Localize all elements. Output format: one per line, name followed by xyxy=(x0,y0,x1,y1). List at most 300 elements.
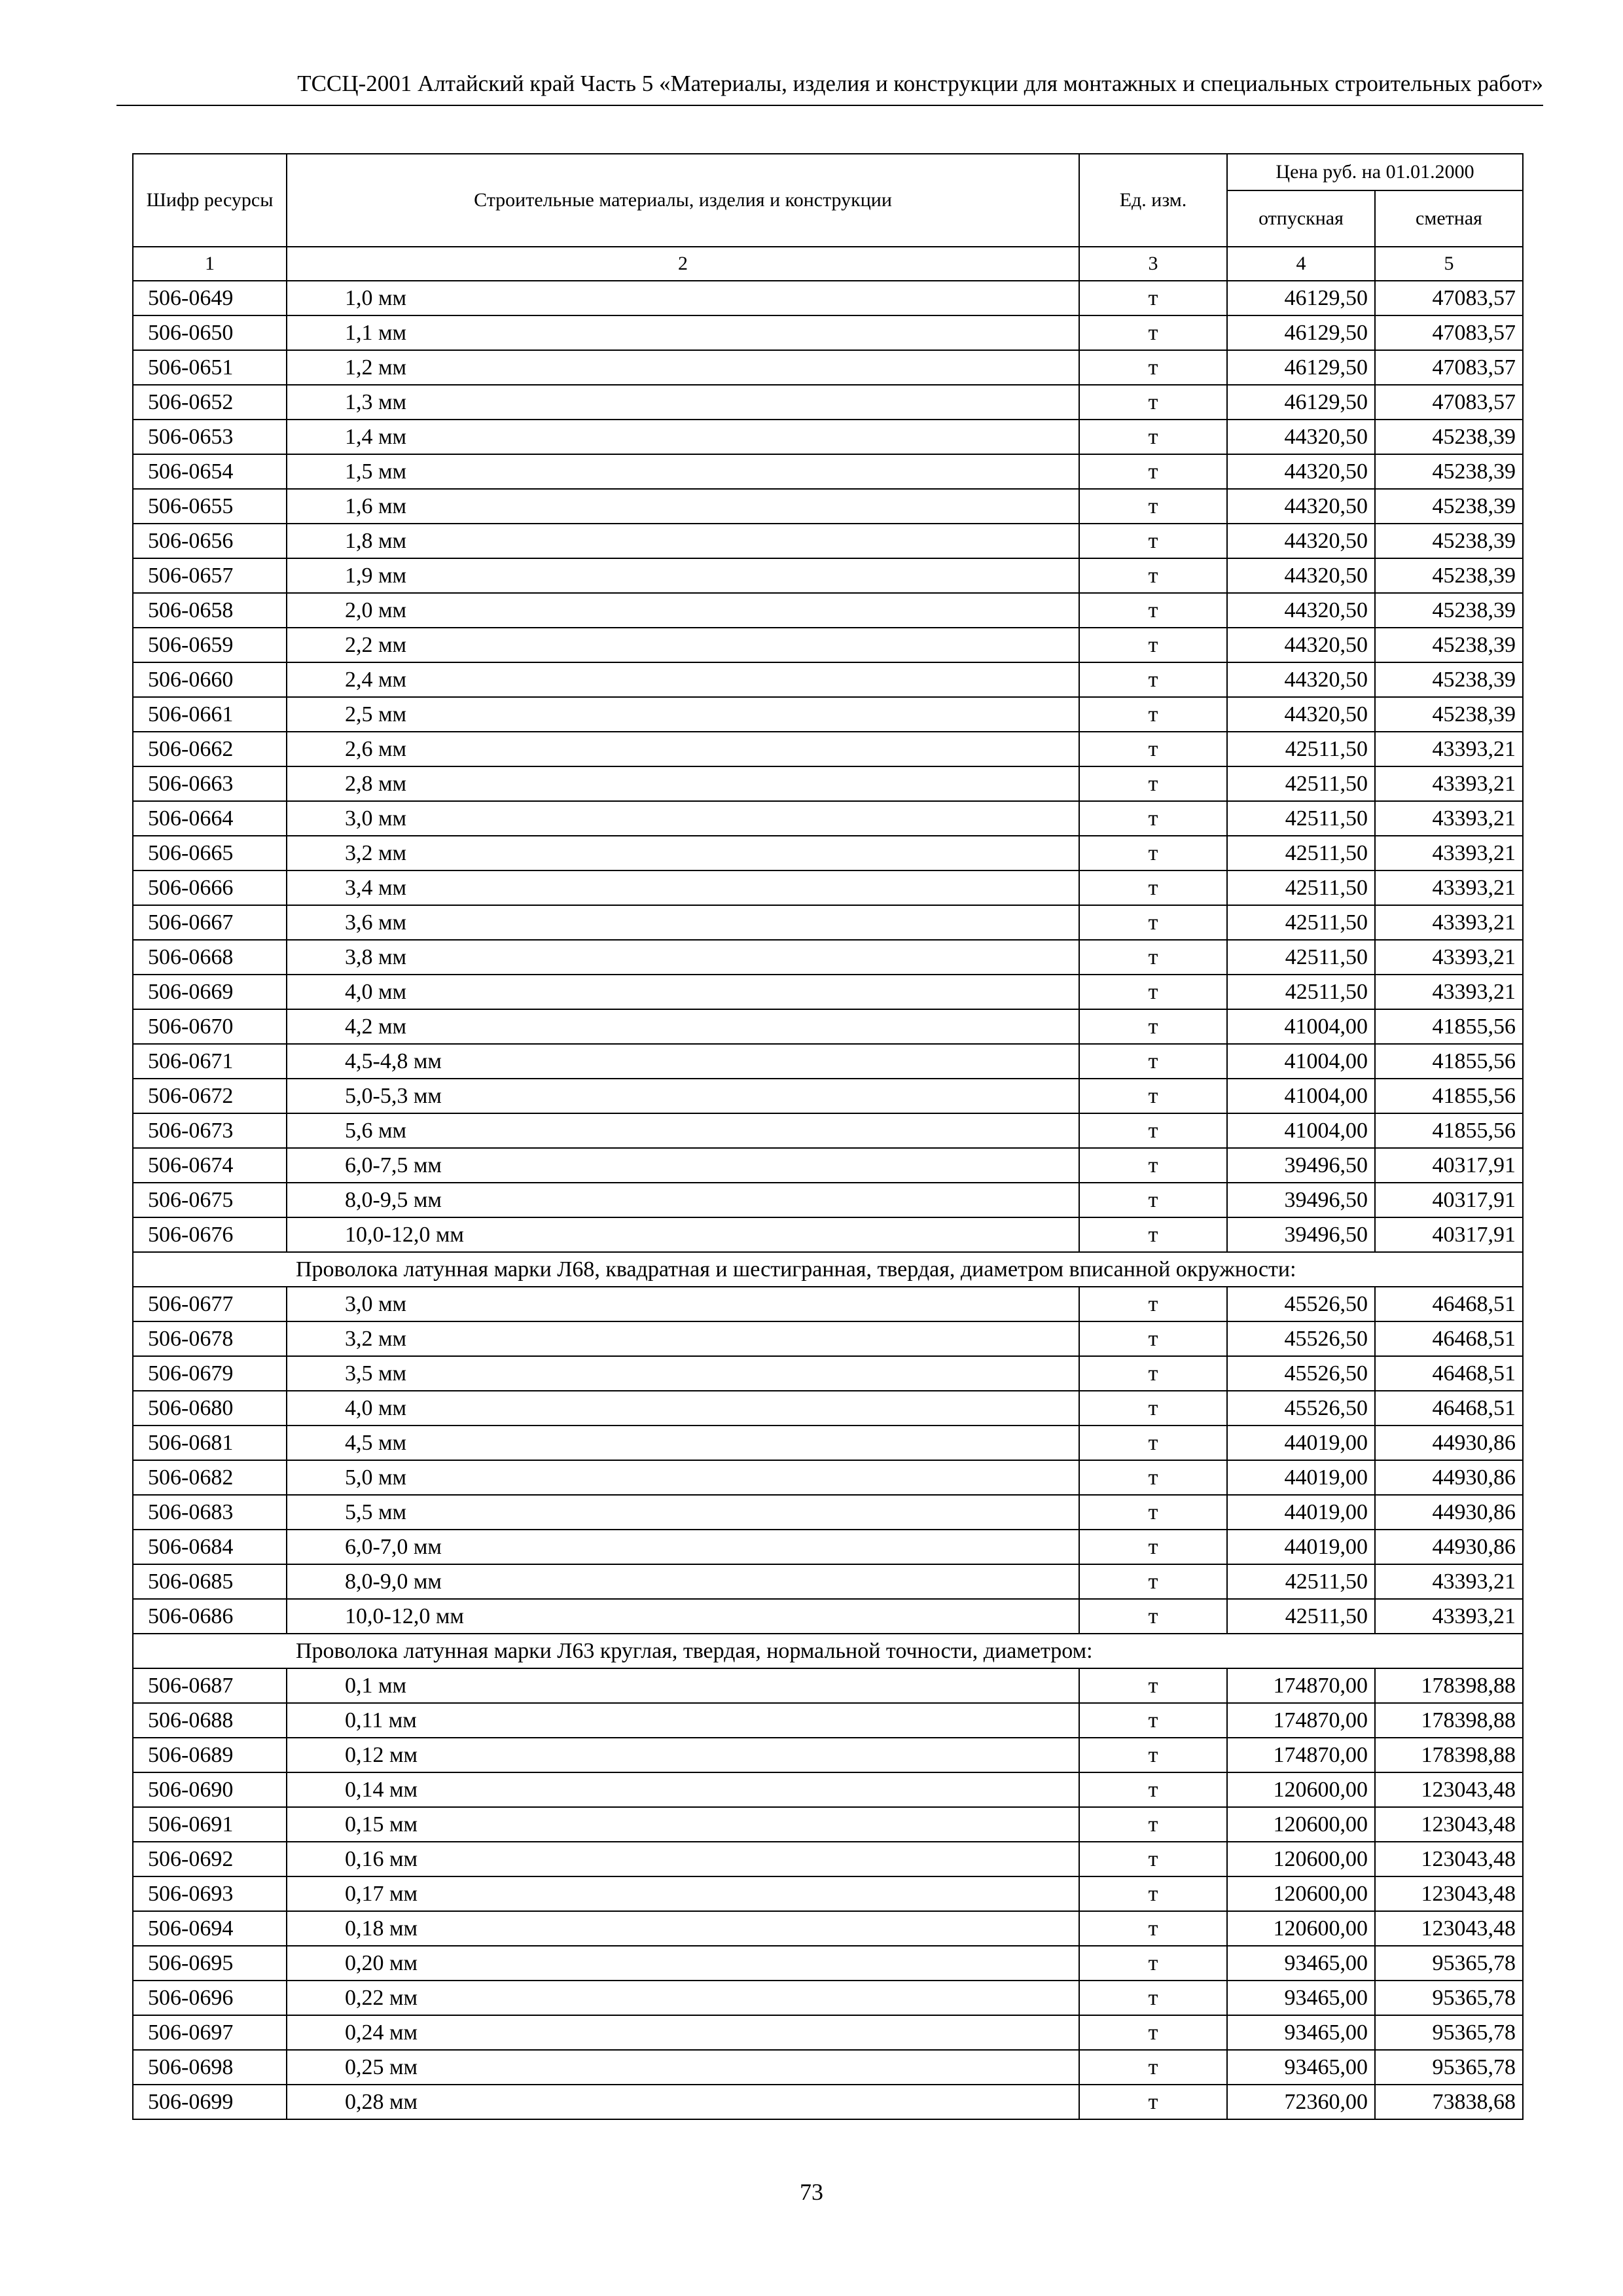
release-price: 42511,50 xyxy=(1227,1564,1375,1599)
resource-code: 506-0677 xyxy=(133,1287,287,1321)
release-price: 44019,00 xyxy=(1227,1495,1375,1530)
unit-cell: т xyxy=(1079,1564,1227,1599)
estimate-price: 123043,48 xyxy=(1375,1876,1523,1911)
resource-code: 506-0653 xyxy=(133,420,287,454)
estimate-price: 44930,86 xyxy=(1375,1460,1523,1495)
resource-code: 506-0694 xyxy=(133,1911,287,1946)
release-price: 42511,50 xyxy=(1227,1599,1375,1634)
material-name: 2,2 мм xyxy=(287,628,1079,662)
table-row xyxy=(133,524,1523,558)
release-price: 41004,00 xyxy=(1227,1044,1375,1079)
material-name: 3,2 мм xyxy=(287,1321,1079,1356)
header-rule xyxy=(116,105,1543,106)
material-name: 3,6 мм xyxy=(287,905,1079,940)
material-name: 0,24 мм xyxy=(287,2015,1079,2050)
material-name: 1,4 мм xyxy=(287,420,1079,454)
unit-cell: т xyxy=(1079,1321,1227,1356)
table-row xyxy=(133,1148,1523,1183)
material-name: 0,17 мм xyxy=(287,1876,1079,1911)
table-row xyxy=(133,1287,1523,1321)
table-row xyxy=(133,1703,1523,1738)
table-row xyxy=(133,1564,1523,1599)
material-name: 1,0 мм xyxy=(287,281,1079,315)
material-name: 6,0-7,0 мм xyxy=(287,1530,1079,1564)
table-row xyxy=(133,905,1523,940)
table-row xyxy=(133,801,1523,836)
material-name: 1,1 мм xyxy=(287,315,1079,350)
material-name: 1,9 мм xyxy=(287,558,1079,593)
table-row xyxy=(133,1946,1523,1981)
estimate-price: 43393,21 xyxy=(1375,1564,1523,1599)
resource-code: 506-0663 xyxy=(133,766,287,801)
material-name: 3,0 мм xyxy=(287,801,1079,836)
table-row xyxy=(133,732,1523,766)
resource-code: 506-0659 xyxy=(133,628,287,662)
estimate-price: 47083,57 xyxy=(1375,350,1523,385)
unit-cell: т xyxy=(1079,593,1227,628)
estimate-price: 95365,78 xyxy=(1375,2015,1523,2050)
material-name: 2,8 мм xyxy=(287,766,1079,801)
unit-cell: т xyxy=(1079,1391,1227,1426)
resource-code: 506-0661 xyxy=(133,697,287,732)
material-name: 0,20 мм xyxy=(287,1946,1079,1981)
section-heading: Проволока латунная марки Л63 круглая, твердая, нормальной точности, диаметром: xyxy=(133,1634,1523,1668)
material-name: 0,25 мм xyxy=(287,2050,1079,2085)
table-row xyxy=(133,1668,1523,1703)
material-name: 0,11 мм xyxy=(287,1703,1079,1738)
estimate-price: 43393,21 xyxy=(1375,766,1523,801)
estimate-price: 45238,39 xyxy=(1375,558,1523,593)
resource-code: 506-0697 xyxy=(133,2015,287,2050)
release-price: 44320,50 xyxy=(1227,697,1375,732)
unit-cell: т xyxy=(1079,1738,1227,1772)
release-price: 46129,50 xyxy=(1227,350,1375,385)
material-name: 5,5 мм xyxy=(287,1495,1079,1530)
release-price: 44320,50 xyxy=(1227,558,1375,593)
unit-cell: т xyxy=(1079,1599,1227,1634)
estimate-price: 40317,91 xyxy=(1375,1183,1523,1217)
resource-code: 506-0656 xyxy=(133,524,287,558)
material-name: 1,5 мм xyxy=(287,454,1079,489)
column-number: 2 xyxy=(287,247,1079,281)
resource-code: 506-0680 xyxy=(133,1391,287,1426)
estimate-price: 123043,48 xyxy=(1375,1911,1523,1946)
estimate-price: 45238,39 xyxy=(1375,454,1523,489)
table-row xyxy=(133,1842,1523,1876)
release-price: 93465,00 xyxy=(1227,1981,1375,2015)
release-price: 39496,50 xyxy=(1227,1183,1375,1217)
unit-cell: т xyxy=(1079,1530,1227,1564)
unit-cell: т xyxy=(1079,385,1227,420)
table-row xyxy=(133,1738,1523,1772)
unit-cell: т xyxy=(1079,1460,1227,1495)
resource-code: 506-0683 xyxy=(133,1495,287,1530)
material-name: 0,22 мм xyxy=(287,1981,1079,2015)
column-number: 1 xyxy=(133,247,287,281)
release-price: 44320,50 xyxy=(1227,628,1375,662)
release-price: 44320,50 xyxy=(1227,662,1375,697)
unit-cell: т xyxy=(1079,420,1227,454)
unit-cell: т xyxy=(1079,766,1227,801)
table-row xyxy=(133,2050,1523,2085)
resource-code: 506-0679 xyxy=(133,1356,287,1391)
unit-cell: т xyxy=(1079,905,1227,940)
unit-cell: т xyxy=(1079,1009,1227,1044)
release-price: 39496,50 xyxy=(1227,1148,1375,1183)
table-row xyxy=(133,1460,1523,1495)
unit-cell: т xyxy=(1079,454,1227,489)
table-row xyxy=(133,558,1523,593)
resource-code: 506-0658 xyxy=(133,593,287,628)
release-price: 120600,00 xyxy=(1227,1807,1375,1842)
table-row xyxy=(133,662,1523,697)
release-price: 42511,50 xyxy=(1227,801,1375,836)
resource-code: 506-0685 xyxy=(133,1564,287,1599)
material-name: 4,5-4,8 мм xyxy=(287,1044,1079,1079)
release-price: 44320,50 xyxy=(1227,454,1375,489)
estimate-price: 47083,57 xyxy=(1375,385,1523,420)
material-name: 0,14 мм xyxy=(287,1772,1079,1807)
material-name: 6,0-7,5 мм xyxy=(287,1148,1079,1183)
table-row xyxy=(133,385,1523,420)
material-name: 5,0-5,3 мм xyxy=(287,1079,1079,1113)
unit-cell: т xyxy=(1079,697,1227,732)
material-name: 3,0 мм xyxy=(287,1287,1079,1321)
table-row xyxy=(133,628,1523,662)
table-row xyxy=(133,350,1523,385)
resource-code: 506-0657 xyxy=(133,558,287,593)
resource-code: 506-0650 xyxy=(133,315,287,350)
resource-code: 506-0676 xyxy=(133,1217,287,1252)
table-row xyxy=(133,1009,1523,1044)
estimate-price: 178398,88 xyxy=(1375,1738,1523,1772)
material-name: 2,0 мм xyxy=(287,593,1079,628)
table-body xyxy=(133,281,1523,2119)
table-row xyxy=(133,940,1523,975)
release-price: 44320,50 xyxy=(1227,593,1375,628)
table-row xyxy=(133,975,1523,1009)
unit-cell: т xyxy=(1079,801,1227,836)
table-row xyxy=(133,1183,1523,1217)
unit-cell: т xyxy=(1079,732,1227,766)
unit-cell: т xyxy=(1079,1981,1227,2015)
unit-cell: т xyxy=(1079,2085,1227,2119)
table-row xyxy=(133,2015,1523,2050)
estimate-price: 43393,21 xyxy=(1375,940,1523,975)
header-name: Строительные материалы, изделия и конструкции xyxy=(287,154,1079,247)
material-name: 5,0 мм xyxy=(287,1460,1079,1495)
section-heading: Проволока латунная марки Л68, квадратная и шестигранная, твердая, диаметром вписанной окружности: xyxy=(133,1252,1523,1287)
estimate-price: 41855,56 xyxy=(1375,1009,1523,1044)
estimate-price: 123043,48 xyxy=(1375,1842,1523,1876)
table-row xyxy=(133,593,1523,628)
table-row xyxy=(133,1530,1523,1564)
table-row xyxy=(133,870,1523,905)
resource-code: 506-0672 xyxy=(133,1079,287,1113)
table-row xyxy=(133,420,1523,454)
unit-cell: т xyxy=(1079,2015,1227,2050)
table-row xyxy=(133,489,1523,524)
unit-cell: т xyxy=(1079,1426,1227,1460)
table-row xyxy=(133,1356,1523,1391)
material-name: 3,2 мм xyxy=(287,836,1079,870)
unit-cell: т xyxy=(1079,1217,1227,1252)
material-name: 3,8 мм xyxy=(287,940,1079,975)
material-name: 2,5 мм xyxy=(287,697,1079,732)
release-price: 42511,50 xyxy=(1227,870,1375,905)
estimate-price: 43393,21 xyxy=(1375,801,1523,836)
release-price: 44320,50 xyxy=(1227,489,1375,524)
table-row xyxy=(133,1217,1523,1252)
table-row xyxy=(133,1079,1523,1113)
estimate-price: 47083,57 xyxy=(1375,281,1523,315)
estimate-price: 178398,88 xyxy=(1375,1668,1523,1703)
estimate-price: 45238,39 xyxy=(1375,697,1523,732)
resource-code: 506-0654 xyxy=(133,454,287,489)
resource-code: 506-0689 xyxy=(133,1738,287,1772)
unit-cell: т xyxy=(1079,1113,1227,1148)
estimate-price: 45238,39 xyxy=(1375,420,1523,454)
release-price: 45526,50 xyxy=(1227,1321,1375,1356)
release-price: 39496,50 xyxy=(1227,1217,1375,1252)
resource-code: 506-0686 xyxy=(133,1599,287,1634)
table-row xyxy=(133,697,1523,732)
table-row xyxy=(133,315,1523,350)
resource-code: 506-0649 xyxy=(133,281,287,315)
release-price: 44320,50 xyxy=(1227,420,1375,454)
unit-cell: т xyxy=(1079,1356,1227,1391)
section-heading-row xyxy=(133,1634,1523,1668)
table-row xyxy=(133,1321,1523,1356)
estimate-price: 46468,51 xyxy=(1375,1391,1523,1426)
estimate-price: 123043,48 xyxy=(1375,1807,1523,1842)
unit-cell: т xyxy=(1079,975,1227,1009)
release-price: 44019,00 xyxy=(1227,1460,1375,1495)
estimate-price: 45238,39 xyxy=(1375,593,1523,628)
resource-code: 506-0692 xyxy=(133,1842,287,1876)
table-row xyxy=(133,1113,1523,1148)
release-price: 42511,50 xyxy=(1227,975,1375,1009)
unit-cell: т xyxy=(1079,1183,1227,1217)
estimate-price: 47083,57 xyxy=(1375,315,1523,350)
unit-cell: т xyxy=(1079,524,1227,558)
release-price: 120600,00 xyxy=(1227,1911,1375,1946)
material-name: 2,4 мм xyxy=(287,662,1079,697)
material-name: 0,15 мм xyxy=(287,1807,1079,1842)
material-name: 10,0-12,0 мм xyxy=(287,1217,1079,1252)
estimate-price: 44930,86 xyxy=(1375,1426,1523,1460)
price-table xyxy=(132,153,1524,2120)
table-row xyxy=(133,281,1523,315)
resource-code: 506-0667 xyxy=(133,905,287,940)
material-name: 0,12 мм xyxy=(287,1738,1079,1772)
material-name: 8,0-9,5 мм xyxy=(287,1183,1079,1217)
release-price: 72360,00 xyxy=(1227,2085,1375,2119)
resource-code: 506-0687 xyxy=(133,1668,287,1703)
release-price: 93465,00 xyxy=(1227,2050,1375,2085)
unit-cell: т xyxy=(1079,1807,1227,1842)
resource-code: 506-0678 xyxy=(133,1321,287,1356)
material-name: 1,2 мм xyxy=(287,350,1079,385)
unit-cell: т xyxy=(1079,662,1227,697)
table-row xyxy=(133,1772,1523,1807)
table-row xyxy=(133,1495,1523,1530)
release-price: 120600,00 xyxy=(1227,1772,1375,1807)
estimate-price: 46468,51 xyxy=(1375,1287,1523,1321)
table-row xyxy=(133,1981,1523,2015)
unit-cell: т xyxy=(1079,489,1227,524)
estimate-price: 43393,21 xyxy=(1375,732,1523,766)
unit-cell: т xyxy=(1079,1668,1227,1703)
resource-code: 506-0673 xyxy=(133,1113,287,1148)
resource-code: 506-0675 xyxy=(133,1183,287,1217)
estimate-price: 95365,78 xyxy=(1375,1981,1523,2015)
unit-cell: т xyxy=(1079,315,1227,350)
estimate-price: 46468,51 xyxy=(1375,1356,1523,1391)
unit-cell: т xyxy=(1079,1079,1227,1113)
release-price: 44019,00 xyxy=(1227,1426,1375,1460)
unit-cell: т xyxy=(1079,870,1227,905)
estimate-price: 44930,86 xyxy=(1375,1530,1523,1564)
resource-code: 506-0696 xyxy=(133,1981,287,2015)
material-name: 4,5 мм xyxy=(287,1426,1079,1460)
unit-cell: т xyxy=(1079,628,1227,662)
material-name: 4,2 мм xyxy=(287,1009,1079,1044)
material-name: 0,16 мм xyxy=(287,1842,1079,1876)
material-name: 5,6 мм xyxy=(287,1113,1079,1148)
table-row xyxy=(133,766,1523,801)
resource-code: 506-0693 xyxy=(133,1876,287,1911)
column-number: 5 xyxy=(1375,247,1523,281)
resource-code: 506-0655 xyxy=(133,489,287,524)
material-name: 3,4 мм xyxy=(287,870,1079,905)
estimate-price: 45238,39 xyxy=(1375,628,1523,662)
release-price: 174870,00 xyxy=(1227,1668,1375,1703)
unit-cell: т xyxy=(1079,940,1227,975)
unit-cell: т xyxy=(1079,1842,1227,1876)
unit-cell: т xyxy=(1079,1148,1227,1183)
table-row xyxy=(133,1426,1523,1460)
release-price: 120600,00 xyxy=(1227,1876,1375,1911)
estimate-price: 43393,21 xyxy=(1375,836,1523,870)
resource-code: 506-0684 xyxy=(133,1530,287,1564)
unit-cell: т xyxy=(1079,1287,1227,1321)
resource-code: 506-0691 xyxy=(133,1807,287,1842)
resource-code: 506-0668 xyxy=(133,940,287,975)
release-price: 93465,00 xyxy=(1227,2015,1375,2050)
release-price: 44320,50 xyxy=(1227,524,1375,558)
resource-code: 506-0690 xyxy=(133,1772,287,1807)
resource-code: 506-0666 xyxy=(133,870,287,905)
estimate-price: 40317,91 xyxy=(1375,1148,1523,1183)
release-price: 46129,50 xyxy=(1227,281,1375,315)
material-name: 4,0 мм xyxy=(287,975,1079,1009)
material-name: 2,6 мм xyxy=(287,732,1079,766)
material-name: 0,28 мм xyxy=(287,2085,1079,2119)
estimate-price: 123043,48 xyxy=(1375,1772,1523,1807)
estimate-price: 43393,21 xyxy=(1375,905,1523,940)
estimate-price: 41855,56 xyxy=(1375,1044,1523,1079)
resource-code: 506-0660 xyxy=(133,662,287,697)
estimate-price: 41855,56 xyxy=(1375,1113,1523,1148)
estimate-price: 41855,56 xyxy=(1375,1079,1523,1113)
material-name: 1,6 мм xyxy=(287,489,1079,524)
release-price: 42511,50 xyxy=(1227,732,1375,766)
unit-cell: т xyxy=(1079,1876,1227,1911)
resource-code: 506-0670 xyxy=(133,1009,287,1044)
release-price: 41004,00 xyxy=(1227,1009,1375,1044)
estimate-price: 40317,91 xyxy=(1375,1217,1523,1252)
column-number: 4 xyxy=(1227,247,1375,281)
estimate-price: 46468,51 xyxy=(1375,1321,1523,1356)
release-price: 45526,50 xyxy=(1227,1391,1375,1426)
unit-cell: т xyxy=(1079,558,1227,593)
release-price: 44019,00 xyxy=(1227,1530,1375,1564)
estimate-price: 44930,86 xyxy=(1375,1495,1523,1530)
release-price: 120600,00 xyxy=(1227,1842,1375,1876)
resource-code: 506-0662 xyxy=(133,732,287,766)
unit-cell: т xyxy=(1079,1703,1227,1738)
column-number: 3 xyxy=(1079,247,1227,281)
estimate-price: 45238,39 xyxy=(1375,489,1523,524)
resource-code: 506-0698 xyxy=(133,2050,287,2085)
material-name: 0,1 мм xyxy=(287,1668,1079,1703)
resource-code: 506-0665 xyxy=(133,836,287,870)
table-row xyxy=(133,1599,1523,1634)
resource-code: 506-0664 xyxy=(133,801,287,836)
material-name: 1,8 мм xyxy=(287,524,1079,558)
resource-code: 506-0699 xyxy=(133,2085,287,2119)
table-row xyxy=(133,1807,1523,1842)
material-name: 10,0-12,0 мм xyxy=(287,1599,1079,1634)
estimate-price: 95365,78 xyxy=(1375,2050,1523,2085)
unit-cell: т xyxy=(1079,281,1227,315)
resource-code: 506-0652 xyxy=(133,385,287,420)
material-name: 4,0 мм xyxy=(287,1391,1079,1426)
unit-cell: т xyxy=(1079,1772,1227,1807)
estimate-price: 43393,21 xyxy=(1375,975,1523,1009)
resource-code: 506-0674 xyxy=(133,1148,287,1183)
estimate-price: 95365,78 xyxy=(1375,1946,1523,1981)
release-price: 46129,50 xyxy=(1227,385,1375,420)
table-row xyxy=(133,2085,1523,2119)
unit-cell: т xyxy=(1079,1044,1227,1079)
release-price: 45526,50 xyxy=(1227,1356,1375,1391)
release-price: 41004,00 xyxy=(1227,1079,1375,1113)
resource-code: 506-0681 xyxy=(133,1426,287,1460)
material-name: 8,0-9,0 мм xyxy=(287,1564,1079,1599)
header-unit: Ед. изм. xyxy=(1079,154,1227,247)
release-price: 174870,00 xyxy=(1227,1738,1375,1772)
release-price: 46129,50 xyxy=(1227,315,1375,350)
resource-code: 506-0671 xyxy=(133,1044,287,1079)
resource-code: 506-0669 xyxy=(133,975,287,1009)
estimate-price: 45238,39 xyxy=(1375,662,1523,697)
header-price-group: Цена руб. на 01.01.2000 xyxy=(1227,154,1523,190)
estimate-price: 178398,88 xyxy=(1375,1703,1523,1738)
release-price: 42511,50 xyxy=(1227,836,1375,870)
table-row xyxy=(133,836,1523,870)
table-row xyxy=(133,1876,1523,1911)
resource-code: 506-0695 xyxy=(133,1946,287,1981)
estimate-price: 43393,21 xyxy=(1375,870,1523,905)
material-name: 0,18 мм xyxy=(287,1911,1079,1946)
unit-cell: т xyxy=(1079,350,1227,385)
estimate-price: 43393,21 xyxy=(1375,1599,1523,1634)
unit-cell: т xyxy=(1079,2050,1227,2085)
release-price: 42511,50 xyxy=(1227,766,1375,801)
header-release-price: отпускная xyxy=(1227,190,1375,247)
